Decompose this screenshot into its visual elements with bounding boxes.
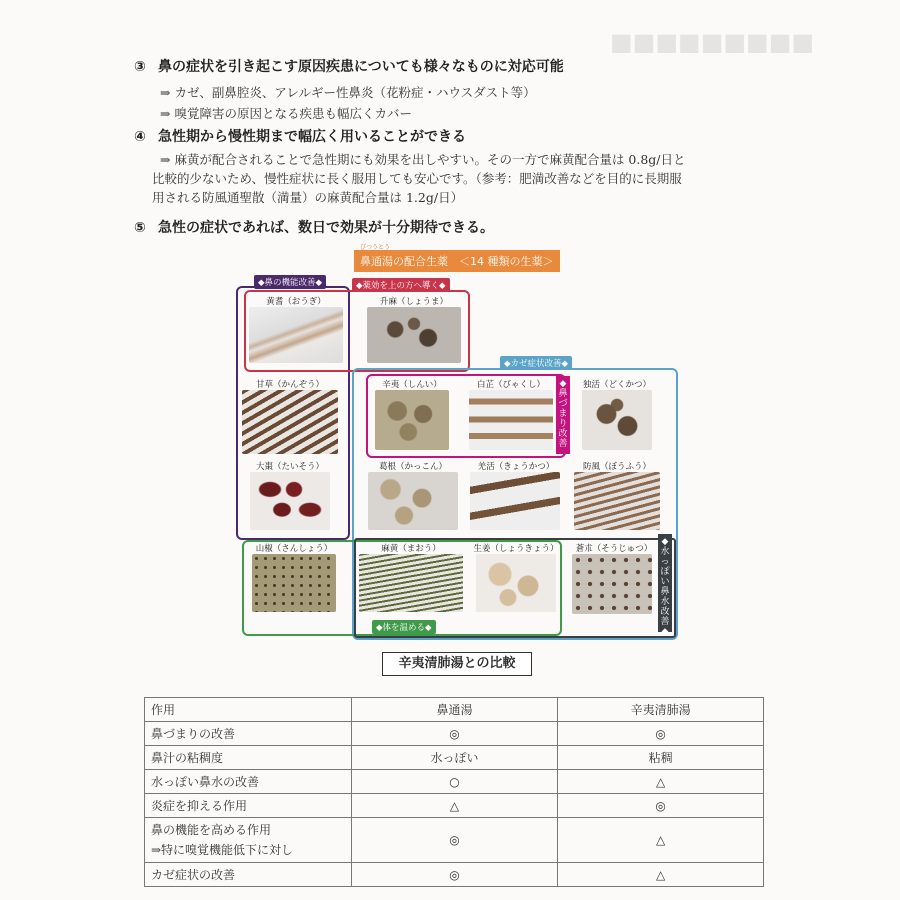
- row-value-shinni: 粘稠: [558, 746, 764, 770]
- herb-byakushi-name: 白芷（びゃくし）: [476, 380, 545, 390]
- row-value-bitsuutou: ○: [351, 770, 558, 794]
- group-congestion-label: ◆ 鼻 づ ま り 改 善: [556, 376, 570, 454]
- herb-kakkon-name: 葛根（かっこん）: [378, 462, 447, 472]
- point-4: [134, 126, 466, 146]
- herb-boufuu-photo: [574, 472, 660, 530]
- herb-soujutsu: [568, 542, 660, 614]
- herb-kanzou-photo: [242, 390, 338, 454]
- herb-ougi: [246, 295, 346, 363]
- table-row: [145, 818, 764, 863]
- herb-shinni: [372, 378, 452, 450]
- header-effect: 作用: [145, 698, 352, 722]
- para-line-1: ⇒ 麻黄が配合されることで急性期にも効果を出しやすい。その一方で麻黄配合量は 0.8g/日と: [160, 152, 686, 167]
- herb-kyoukatsu: [464, 460, 568, 530]
- herb-shoukyou-name: 生姜（しょうきょう）: [473, 544, 559, 554]
- herb-dokkatsu-photo: [582, 390, 652, 450]
- row-label: [145, 818, 352, 863]
- group-watery-label: ◆ 水 っ ぽ い 鼻 水 改 善 ◆: [658, 534, 672, 632]
- table-row: [145, 794, 764, 818]
- row-label: 水っぽい鼻水の改善: [145, 770, 352, 794]
- herb-sanshou-photo: [252, 554, 336, 612]
- row-label: 炎症を抑える作用: [145, 794, 352, 818]
- herb-kakkon-photo: [368, 472, 458, 530]
- herb-ougi-photo: [249, 307, 343, 363]
- herb-shouma: [364, 295, 464, 363]
- row-value-bitsuutou: ◎: [351, 863, 558, 887]
- point-5-number: ⑤: [134, 220, 146, 236]
- comparison-table: [144, 697, 764, 887]
- point-3-number: ③: [134, 59, 146, 75]
- herb-kakkon: [366, 460, 460, 530]
- herb-soujutsu-photo: [572, 554, 652, 614]
- point-5-text: 急性の症状であれば、数日で効果が十分期待できる。: [158, 220, 494, 236]
- row-value-bitsuutou: ◎: [351, 722, 558, 746]
- row-value-shinni: △: [558, 818, 764, 863]
- herb-kanzou: [238, 378, 342, 454]
- herb-soujutsu-name: 蒼朮（そうじゅつ）: [575, 544, 653, 554]
- herb-sanshou-name: 山椒（さんしょう）: [255, 544, 333, 554]
- row-label: 鼻汁の粘稠度: [145, 746, 352, 770]
- herb-taisou-photo: [250, 472, 330, 530]
- header-bitsuutou: 鼻通湯: [351, 698, 558, 722]
- row-value-bitsuutou: △: [351, 794, 558, 818]
- herb-shinni-photo: [375, 390, 449, 450]
- herb-shoukyou: [472, 542, 560, 612]
- diagram-title-text: 鼻通湯の配合生薬 ＜14 種類の生薬＞: [360, 255, 554, 268]
- herb-sanshou: [246, 542, 342, 612]
- header-shinniseihaitou: 辛夷清肺湯: [558, 698, 764, 722]
- point-5: [134, 217, 494, 237]
- table-row: [145, 863, 764, 887]
- row-label-line-1: 鼻の機能を高める作用: [151, 823, 272, 837]
- point-3: [134, 56, 564, 76]
- herb-boufuu: [572, 460, 662, 530]
- point-3-sub-2: ⇒ 嗅覚障害の原因となる疾患も幅広くカバー: [160, 106, 412, 121]
- point-4-paragraph: [152, 150, 782, 207]
- herb-shouma-photo: [367, 307, 461, 363]
- herb-dokkatsu: [574, 378, 660, 450]
- herb-dokkatsu-name: 独活（どくかつ）: [582, 380, 651, 390]
- herb-taisou: [238, 460, 342, 530]
- herb-boufuu-name: 防風（ぼうふう）: [582, 462, 651, 472]
- group-warm-label: ◆体を温める◆: [372, 620, 436, 634]
- herb-kyoukatsu-name: 羌活（きょうかつ）: [477, 462, 555, 472]
- group-upward-label: ◆薬効を上の方へ導く◆: [352, 278, 450, 292]
- ghost-bleed-through: ■■■■■■■■■: [610, 28, 815, 56]
- herb-ougi-name: 黄耆（おうぎ）: [266, 297, 326, 307]
- row-value-shinni: ◎: [558, 722, 764, 746]
- herb-byakushi: [466, 378, 556, 450]
- herb-shinni-name: 辛夷（しんい）: [382, 380, 442, 390]
- row-label: 鼻づまりの改善: [145, 722, 352, 746]
- herb-shouma-name: 升麻（しょうま）: [379, 297, 448, 307]
- herb-shoukyou-photo: [476, 554, 556, 612]
- point-3-text: 鼻の症状を引き起こす原因疾患についても様々なものに対応可能: [158, 59, 564, 75]
- herb-kanzou-name: 甘草（かんぞう）: [255, 380, 324, 390]
- row-value-bitsuutou: 水っぽい: [351, 746, 558, 770]
- herb-kyoukatsu-photo: [470, 472, 560, 530]
- herb-diagram: [236, 244, 680, 638]
- point-4-text: 急性期から慢性期まで幅広く用いることができる: [158, 129, 466, 145]
- row-value-shinni: △: [558, 863, 764, 887]
- row-label: カゼ症状の改善: [145, 863, 352, 887]
- table-row: [145, 722, 764, 746]
- table-row: [145, 746, 764, 770]
- row-label-line-2: ⇒特に嗅覚機能低下に対し: [151, 843, 294, 857]
- comparison-title: 辛夷清肺湯との比較: [382, 652, 532, 676]
- row-value-shinni: △: [558, 770, 764, 794]
- row-value-bitsuutou: ◎: [351, 818, 558, 863]
- para-line-2: 比較的少ないため、慢性症状に長く服用しても安心です。（参考：肥満改善などを目的に長期服: [152, 171, 682, 186]
- herb-maou: [356, 542, 466, 612]
- group-cold-label: ◆カゼ症状改善◆: [500, 356, 572, 370]
- herb-maou-photo: [359, 554, 463, 612]
- diagram-title-ruby: びつうとう: [360, 244, 391, 251]
- para-line-3: 用される防風通聖散（満量）の麻黄配合量は 1.2g/日）: [152, 190, 464, 205]
- row-value-shinni: ◎: [558, 794, 764, 818]
- diagram-title: [354, 244, 560, 272]
- herb-taisou-name: 大棗（たいそう）: [255, 462, 324, 472]
- point-3-sub-1: ⇒ カゼ、副鼻腔炎、アレルギー性鼻炎（花粉症・ハウスダスト等）: [160, 85, 536, 100]
- table-row: [145, 770, 764, 794]
- group-nose-function-label: ◆鼻の機能改善◆: [254, 275, 326, 289]
- point-4-number: ④: [134, 129, 146, 145]
- herb-byakushi-photo: [469, 390, 553, 450]
- herb-maou-name: 麻黄（まおう）: [381, 544, 441, 554]
- table-header-row: [145, 698, 764, 722]
